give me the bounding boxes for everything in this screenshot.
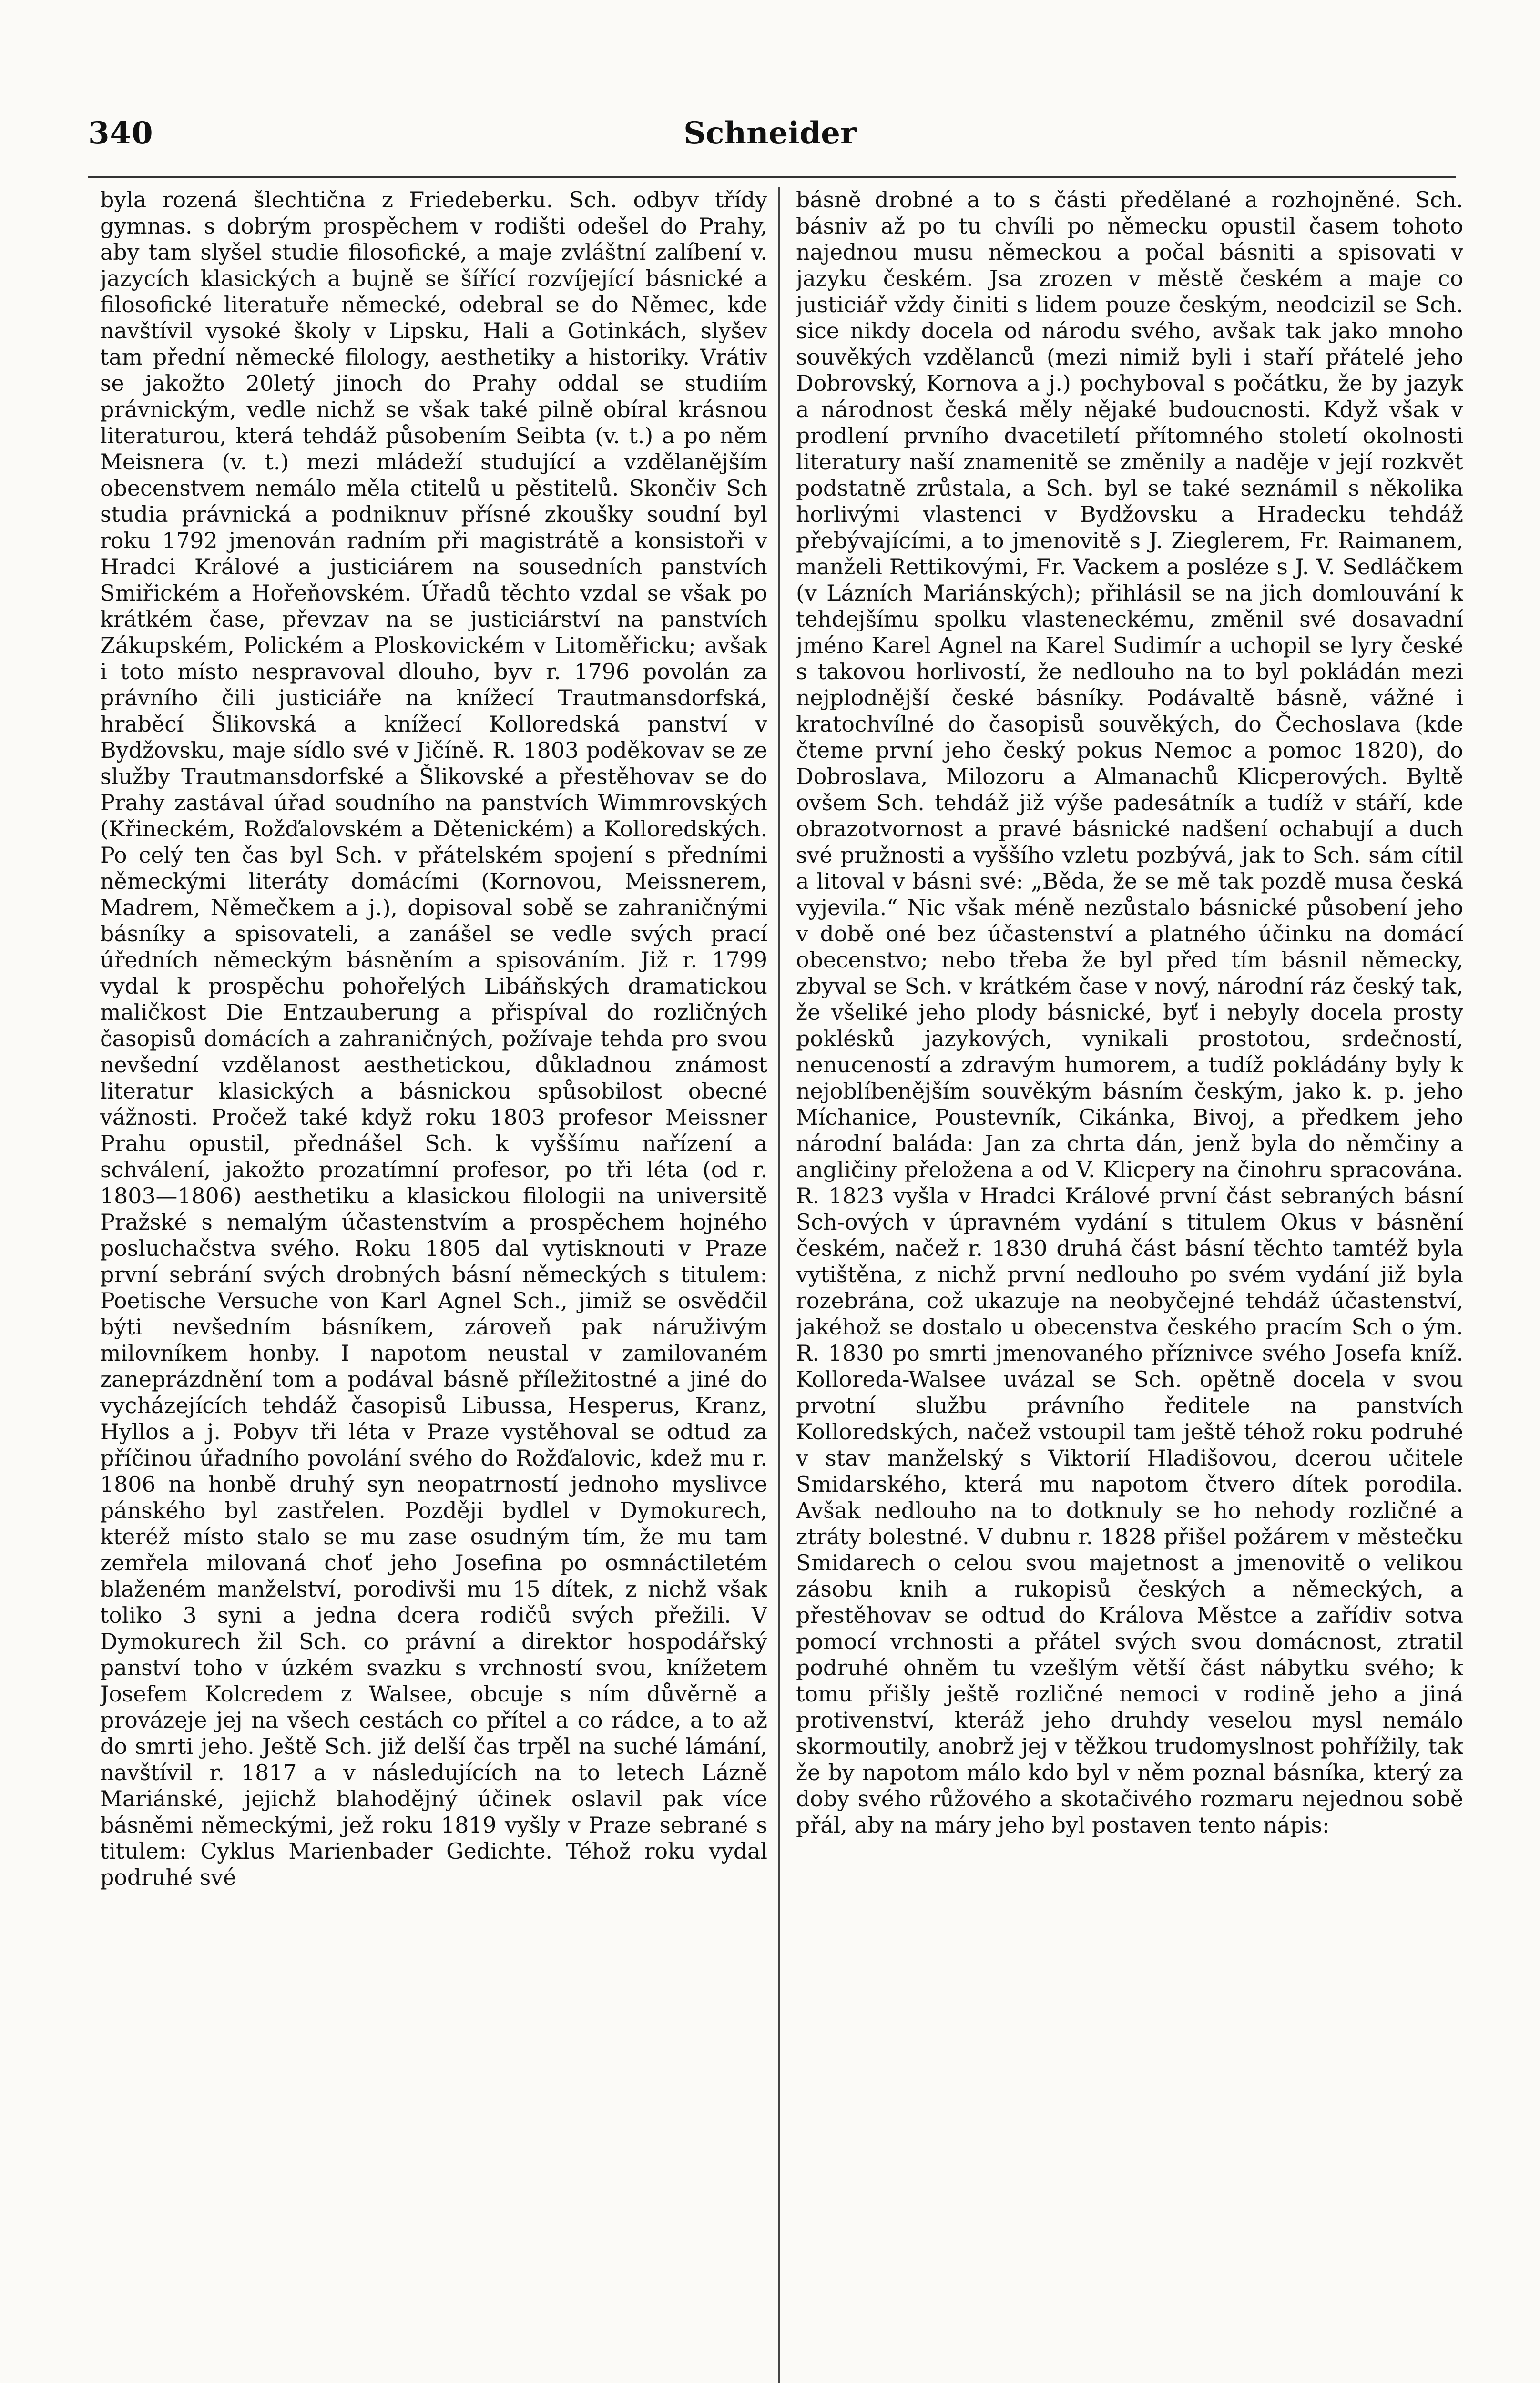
left-column-text: byla rozená šlechtična z Friedeberku. Sch. odbyv třídy gymnas. s dobrým prospěchem v rodišti odešel do Prahy, aby tam slyšel studie filosofické, a maje zvláštní zalíbení v. jazycích klasických a bujně se šířící rozvíjející básnické a filosofické literatuře německé, odebral se do Němec, kde navštívil vysoké školy v Lipsku, Hali a Gotinkách, slyšev tam přední německé filology, aesthetiky a historiky. Vrátiv se jakožto 20letý jinoch do Prahy oddal se studiím právnickým, vedle nichž se však také pilně obíral krásnou literaturou, která tehdáž působením Seibta (v. t.) a po něm Meisnera (v. t.) mezi mládeží studující a vzdělanějším obecenstvem nemálo měla ctitelů u pěstitelů. Skončiv Sch studia právnická a podniknuv přísné zkoušky soudní byl roku 1792 jmenován radním při magistrátě a konsistoři v Hradci Králové a justiciárem na sousedních panstvích Smiřickém a Hořeňovském. Úřadů těchto vzdal se však po krátkém čase, převzav na se justiciárství na panstvích Zákupském, Polickém a Ploskovickém v Litoměřicku; avšak i toto místo nespravoval dlouho, byv r. 1796 povolán za právního čili justiciáře na knížecí Trautmansdorfská, hraběcí Šlikovská a knížecí Kolloredská panství v Bydžovsku, maje sídlo své v Jičíně. R. 1803 poděkovav se ze služby Trautmansdorfské a Šlikovské a přestěhovav se do Prahy zastával úřad soudního na panstvích Wimmrovských (Křineckém, Rožďalovském a Dětenickém) a Kolloredských. Po celý ten čas byl Sch. v přátelském spojení s předními německými literáty domácími (Kornovou, Meissnerem, Madrem, Němečkem a j.), dopisoval sobě se zahraničnými básníky a spisovateli, a zanášel se vedle svých prací úředních německým básněním a spisováním. Již r. 1799 vydal k prospěchu pohořelých Libáňských dramatickou maličkost Die Entzauberung a přispíval do rozličných časopisů domácích a zahraničných, požívaje tehda pro svou nevšední vzdělanost aesthetickou, důkladnou známost literatur klasických a básnickou spůsobilost obecné vážnosti. Pročež také když roku 1803 profesor Meissner Prahu opustil, přednášel Sch. k vyššímu nařízení a schválení, jakožto prozatímní profesor, po tři léta (od r. 1803—1806) aesthetiku a klasickou filologii na universitě Pražské s nemalým účastenstvím a prospěchem hojného posluchačstva svého. Roku 1805 dal vytisknouti v Praze první sebrání svých drobných básní německých s titulem: Poetische Versuche von Karl Agnel Sch., jimiž se osvědčil býti nevšedním básníkem, zároveň pak náruživým milovníkem honby. I napotom neustal v zamilovaném zaneprázdnění tom a podával básně příležitostné a jiné do vycházejících tehdáž časopisů Libussa, Hesperus, Kranz, Hyllos a j. Pobyv tři léta v Praze vystěhoval se odtud za příčinou úřadního povolání svého do Rožďalovic, kdež mu r. 1806 na honbě druhý syn neopatrností jednoho myslivce pánského byl zastřelen. Později bydlel v Dymokurech, kteréž místo stalo se mu zase osudným tím, že mu tam zemřela milovaná choť jeho Josefina po osmnáctiletém blaženém manželství, porodivši mu 15 dítek, z nichž však toliko 3 syni a jedna dcera rodičů svých přežili. V Dymokurech žil Sch. co právní a direktor hospodářský panství toho v úzkém svazku s vrchností svou, knížetem Josefem Kolcredem z Walsee, obcuje s ním důvěrně a provázeje jej na všech cestách co přítel a co rádce, a to až do smrti jeho. Ještě Sch. již delší čas trpěl na suché lámání, navštívil r. 1817 a v následujících na to letech Lázně Mariánské, jejichž blahodějný účinek oslavil pak více básněmi německými, jež roku 1819 vyšly v Praze sebrané s titulem: Cyklus Marienbader Gedichte. Téhož roku vydal podruhé své xyxy=(100,187,767,1890)
page-number: 340 xyxy=(88,115,153,151)
running-title: Schneider xyxy=(683,115,857,151)
header-rule xyxy=(88,176,1456,178)
left-column xyxy=(100,187,767,2383)
right-column-text: básně drobné a to s části předělané a rozhojněné. Sch. básniv až po tu chvíli po německu opustil časem tohoto najednou musu německou a počal básniti a spisovati v jazyku českém. Jsa zrozen v městě českém a maje co justiciář vždy činiti s lidem pouze českým, neodcizil se Sch. sice nikdy docela od národu svého, avšak tak jako mnoho souvěkých vzdělanců (mezi nimiž byli i staří přátelé jeho Dobrovský, Kornova a j.) pochyboval s počátku, že by jazyk a národnost česká měly nějaké budoucnosti. Když však v prodlení prvního dvacetiletí přítomného století okolnosti literatury naší znamenitě se změnily a naděje v její rozkvět podstatně zrůstala, a Sch. byl se také seznámil s několika horlivými vlastenci v Bydžovsku a Hradecku tehdáž přebývajícími, a to jmenovitě s J. Zieglerem, Fr. Raimanem, manželi Rettikovými, Fr. Vackem a posléze s J. V. Sedláčkem (v Lázních Mariánských); přihlásil se na jich domlouvání k tehdejšímu spolku vlasteneckému, změnil své dosavadní jméno Karel Agnel na Karel Sudimír a uchopil se lyry české s takovou horlivostí, že nedlouho na to byl pokládán mezi nejplodnější české básníky. Podávaltě básně, vážné i kratochvílné do časopisů souvěkých, do Čechoslava (kde čteme první jeho český pokus Nemoc a pomoc 1820), do Dobroslava, Milozoru a Almanachů Klicperových. Byltě ovšem Sch. tehdáž již výše padesátník a tudíž v stáří, kde obrazotvornost a pravé básnické nadšení ochabují a duch své pružnosti a vyššího vzletu pozbývá, jak to Sch. sám cítil a litoval v básni své: „Běda, že se mě tak pozdě musa česká vyjevila.“ Nic však méně nezůstalo básnické působení jeho v době oné bez účastenství a platného účinku na domácí obecenstvo; nebo třeba že byl před tím básnil německy, zbyval se Sch. v krátkém čase v nový, národní ráz český tak, že všeliké jeho plody básnické, byť i nebyly docela prosty poklésků jazykových, vynikali prostotou, srdečností, nenuceností a zdravým humorem, a tudíž pokládány byly k nejoblíbenějším souvěkým básním českým, jako k. p. jeho Míchanice, Poustevník, Cikánka, Bivoj, a předkem jeho národní baláda: Jan za chrta dán, jenž byla do němčiny a angličiny přeložena a od V. Klicpery na činohru spracována. R. 1823 vyšla v Hradci Králové první část sebraných básní Sch-ových v úpravném vydání s titulem Okus v básnění českém, načež r. 1830 druhá část básní těchto tamtéž byla vytištěna, z nichž první nedlouho po svém vydání již byla rozebrána, což ukazuje na neobyčejné tehdáž účastenství, jakéhož se dostalo u obecenstva českého pracím Sch o ým. R. 1830 po smrti jmenovaného příznivce svého Josefa kníž. Kolloreda-Walsee uvázal se Sch. opětně docela v svou prvotní službu právního ředitele na panstvích Kolloredských, načež vstoupil tam ještě téhož roku podruhé v stav manželský s Viktorií Hladišovou, dcerou učitele Smidarského, která mu napotom čtvero dítek porodila. Avšak nedlouho na to dotknuly se ho nehody rozličné a ztráty bolestné. V dubnu r. 1828 přišel požárem v městečku Smidarech o celou svou majetnost a jmenovitě o velikou zásobu knih a rukopisů českých a německých, a přestěhovav se odtud do Králova Městce a zařídiv sotva pomocí vrchnosti a přátel svých svou domácnost, ztratil podruhé ohněm tu vzešlým větší část nábytku svého; k tomu přišly ještě rozličné nemoci v rodině jeho a jiná protivenství, kteráž jeho druhdy veselou mysl nemálo skormoutily, anobrž jej v těžkou trudomyslnost pohřížily, tak že by napotom málo kdo byl v něm poznal básníka, který za doby svého růžového a skotačivého rozmaru nejednou sobě přál, aby na máry jeho byl postaven tento nápis: xyxy=(796,187,1463,1838)
right-column xyxy=(796,187,1463,2383)
column-divider xyxy=(778,187,780,2383)
